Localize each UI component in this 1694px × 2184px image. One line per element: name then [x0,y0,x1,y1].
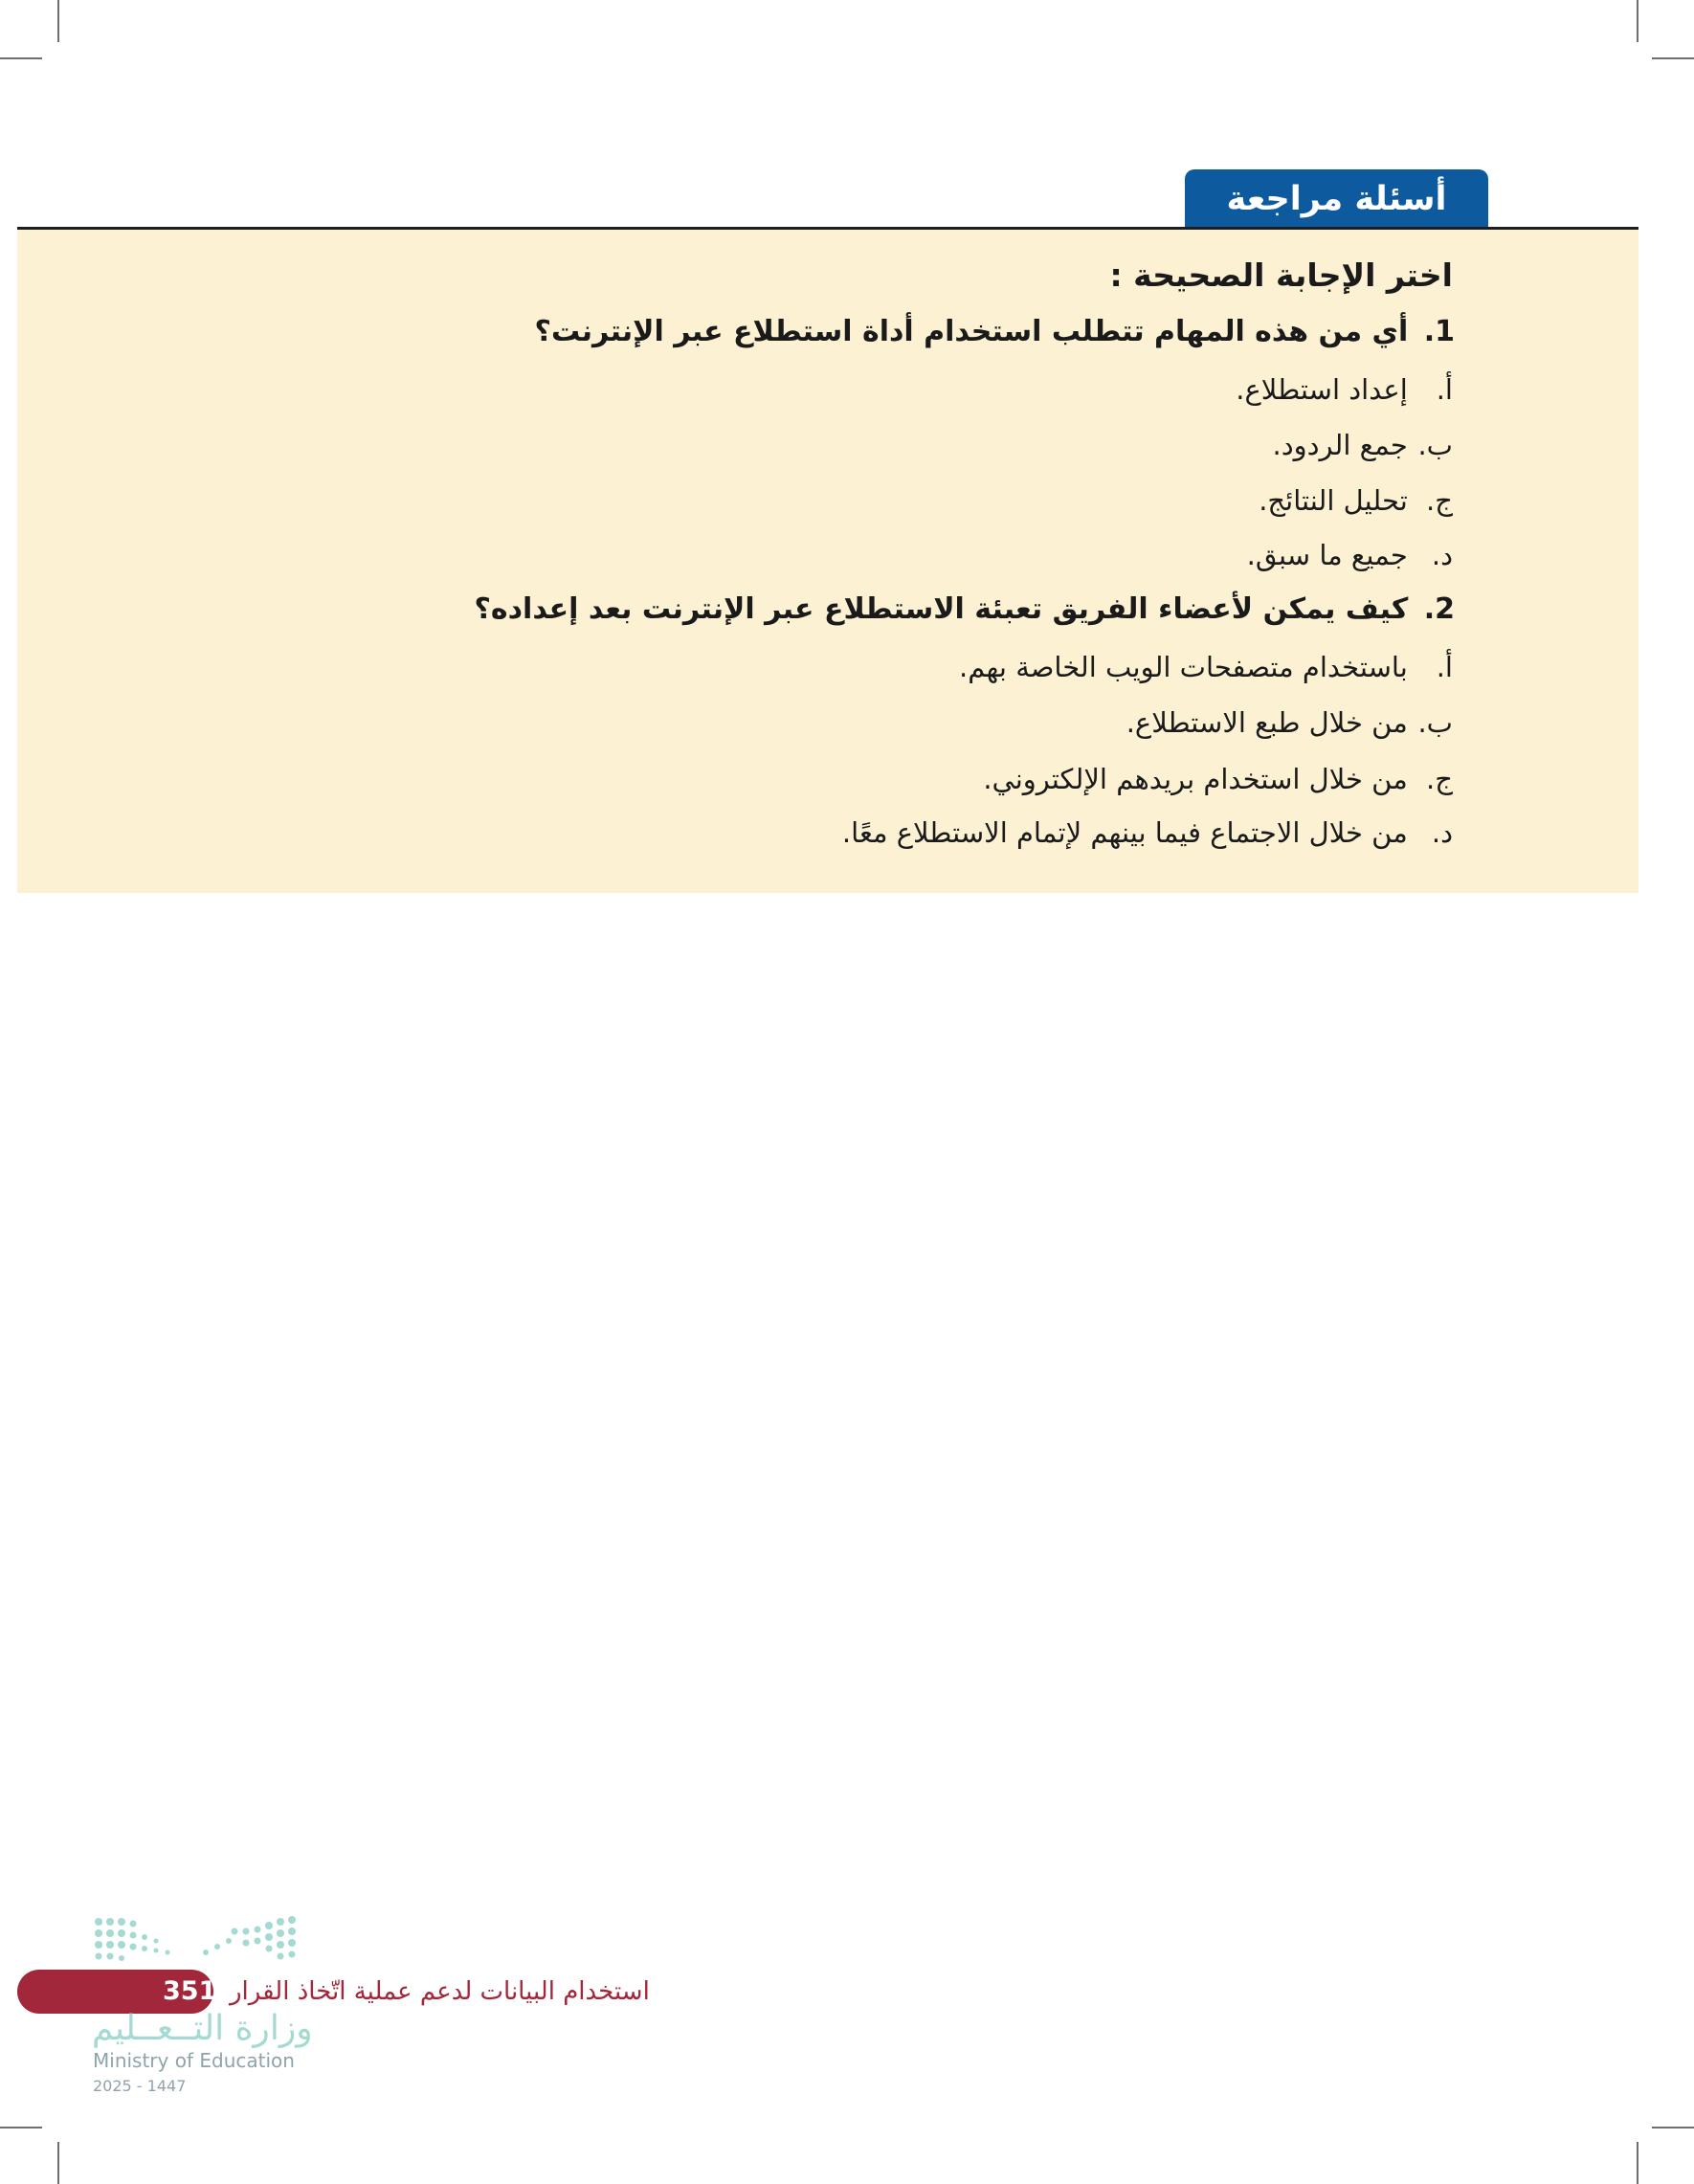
question-1 [535,315,1455,348]
ministry-name-english: Ministry of Education [93,2049,295,2072]
option-letter: د. [1431,539,1453,571]
option-2b [1126,706,1453,739]
option-text: من خلال الاجتماع فيما بينهم لإتمام الاستطلاع معًا. [841,816,1408,849]
option-letter: ب. [1417,706,1453,739]
option-1a [1236,373,1453,406]
crop-mark [1637,0,1638,42]
section-tab: أسئلة مراجعة [1185,169,1488,229]
option-text: من خلال طبع الاستطلاع. [1126,706,1408,739]
question-number: 2. [1423,592,1455,626]
edition-year: 2025 - 1447 [93,2077,187,2095]
ministry-logo-dots-icon [91,1914,306,1972]
chapter-title: استخدام البيانات لدعم عملية اتّخاذ القرار [230,1977,650,2006]
option-2a [959,651,1453,683]
option-text: جميع ما سبق. [1246,539,1408,571]
question-text: كيف يمكن لأعضاء الفريق تعبئة الاستطلاع عبر الإنترنت بعد إعداده؟ [474,592,1409,626]
option-1c [1259,484,1453,517]
option-1b [1272,429,1453,461]
crop-mark [57,2142,59,2184]
crop-mark [1637,2142,1638,2184]
question-text: أي من هذه المهام تتطلب استخدام أداة استطلاع عبر الإنترنت؟ [534,315,1409,348]
option-text: إعداد استطلاع. [1236,373,1408,406]
option-text: جمع الردود. [1272,429,1408,461]
option-letter: ج. [1426,484,1453,517]
crop-mark [0,57,42,59]
option-text: باستخدام متصفحات الويب الخاصة بهم. [959,651,1408,683]
option-2c [983,763,1453,795]
page-number: 351 [163,1976,217,2006]
option-letter: أ. [1436,651,1453,683]
question-2 [475,592,1455,626]
question-number: 1. [1423,315,1455,348]
crop-mark [57,0,59,42]
option-1d [1247,539,1453,571]
option-letter: أ. [1436,373,1453,406]
option-letter: ب. [1417,429,1453,461]
option-text: تحليل النتائج. [1259,484,1408,517]
option-letter: د. [1431,816,1453,849]
option-letter: ج. [1426,763,1453,795]
option-text: من خلال استخدام بريدهم الإلكتروني. [983,763,1408,795]
instruction-heading: اختر الإجابة الصحيحة : [1109,256,1453,294]
crop-mark [1652,2127,1694,2128]
crop-mark [1652,57,1694,59]
ministry-name-arabic: وزارة التــعــليم [92,2009,313,2048]
crop-mark [0,2127,42,2128]
option-2d [842,816,1453,849]
